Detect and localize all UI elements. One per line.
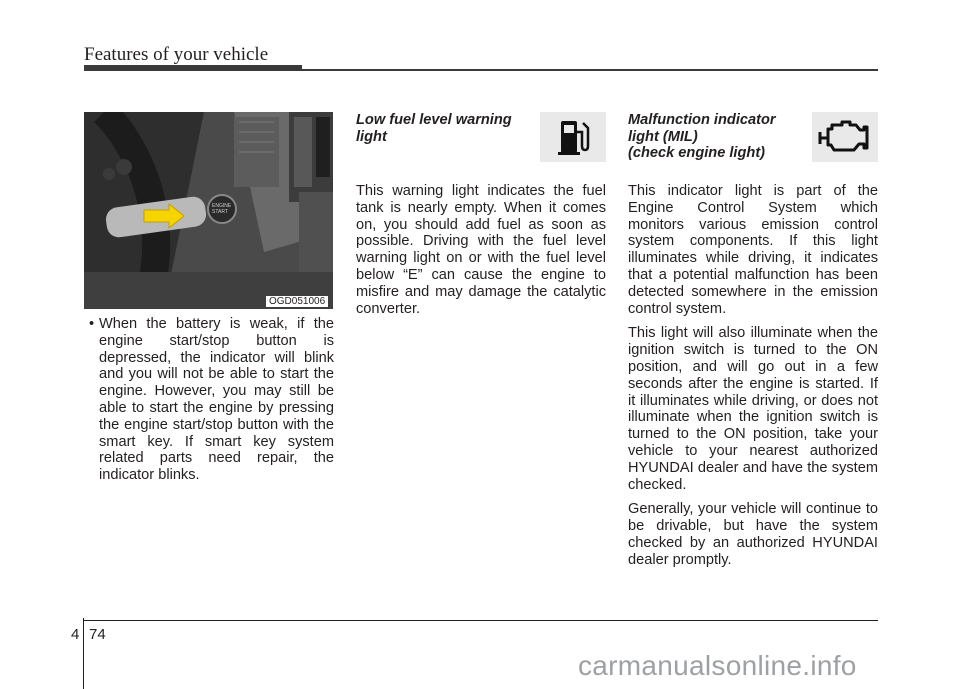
svg-text:START: START — [212, 209, 228, 215]
mil-body — [628, 183, 878, 577]
svg-text:ENGINE: ENGINE — [212, 203, 232, 209]
fuel-warning-heading-line1: Low fuel level warning — [356, 112, 512, 128]
watermark-text: carmanualsonline.info — [578, 650, 857, 681]
page-number: 74 — [89, 626, 106, 643]
bullet-mark: • — [89, 316, 95, 332]
mil-paragraph-3: Generally, your vehicle will continue to be drivable, but have the system checked by an authorized HYUNDAI dealer promptly. — [628, 501, 878, 568]
footer-rule-vertical — [83, 618, 84, 689]
fuel-pump-icon — [540, 112, 606, 162]
engine-icon-box — [812, 112, 878, 162]
fuel-icon-box — [540, 112, 606, 162]
steering-wheel-illustration — [84, 112, 333, 309]
fuel-warning-body — [356, 183, 606, 325]
footer-rule-horizontal — [84, 620, 878, 621]
fuel-warning-heading-line2: light — [356, 128, 387, 145]
mil-heading-line1: Malfunction indicator — [628, 112, 776, 128]
chapter-number: 4 — [71, 626, 80, 643]
header-rule-thin — [302, 69, 878, 71]
engine-icon — [812, 112, 878, 162]
header-rule-thick — [84, 65, 302, 71]
mil-heading-line3: (check engine light) — [628, 145, 766, 161]
mil-heading — [628, 112, 808, 162]
mil-paragraph-1: This indicator light is part of the Engine Control System which monitors various emission control system components. If this light illuminates while driving, it indicates that a potential malfunction has been detected somewhere in the emission control system. — [628, 183, 878, 317]
fuel-warning-heading — [356, 112, 536, 145]
mil-heading-line2: light (MIL) — [628, 128, 698, 145]
steering-wheel-photo — [84, 112, 333, 309]
page-header-title: Features of your vehicle — [84, 44, 269, 65]
figure-label: OGD051006 — [266, 296, 328, 307]
fuel-warning-paragraph: This warning light indicates the fuel tank is nearly empty. When it comes on, you should add fuel as soon as possible. Driving with the fuel level warning light on or with the fuel level below “E” can cause the engine to misfire and may damage the catalytic converter. — [356, 183, 606, 317]
battery-bullet — [84, 316, 334, 484]
battery-bullet-text: When the battery is weak, if the engine start/stop button is depressed, the indicator will blink and you will not be able to start the engine. However, you may still be able to start the engine by pressing the engine start/stop button with the smart key. If smart key system related parts need repair, the indicator blinks. — [99, 316, 334, 484]
mil-paragraph-2: This light will also illuminate when the ignition switch is turned to the ON position, and will go out in a few seconds after the engine is started. If it illuminates while driving, or does not illuminate when the ignition switch is turned to the ON position, take your vehicle to your nearest authorized HYUNDAI dealer and have the system checked. — [628, 325, 878, 493]
